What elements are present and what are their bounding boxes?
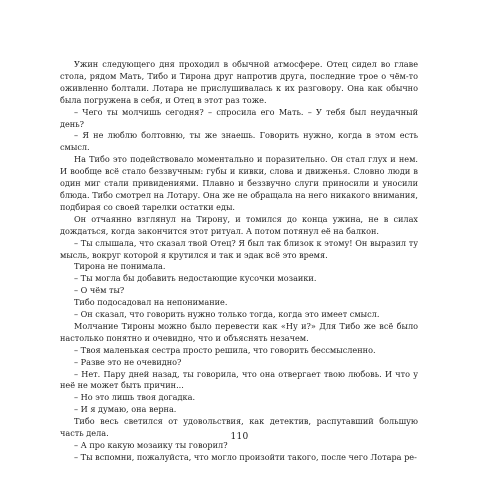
- paragraph: Ужин следующего дня проходил в обычной атмосфере. Отец сидел во главе стола, рядом Мать, Тибо и Тирона друг напротив друга, последние трое о чём-то оживленно болтали. Лотара не прислушивалась к их разговору. Она как обычно была погружена в себя, и Отец в этот раз тоже.: [60, 59, 418, 105]
- paragraph: Он отчаянно взглянул на Тирону, и томился до конца ужина, не в силах дождаться, когда закончится этот ритуал. А потом потянул её на балкон.: [60, 213, 418, 236]
- paragraph: – Но это лишь твоя догадка.: [74, 392, 196, 403]
- paragraph: – Нет. Пару дней назад, ты говорила, что она отвергает твою любовь. И что у неё не может быть причин...: [60, 368, 418, 391]
- paragraph: – Ты слышала, что сказал твой Отец? Я был так близок к этому! Он выразил ту мысль, вокруг которой я крутился и так и эдак всё это время.: [60, 237, 418, 260]
- paragraph: – Разве это не очевидно?: [74, 356, 182, 367]
- paragraph: Молчание Тироны можно было перевести как «Ну и?» Для Тибо же всё было настолько понятно и очевидно, что и объяснять незачем.: [60, 320, 418, 343]
- page-number: 110: [230, 432, 249, 442]
- paragraph: – Он сказал, что говорить нужно только тогда, когда это имеет смысл.: [74, 309, 380, 320]
- paragraph: – О чём ты?: [74, 285, 125, 296]
- paragraph: – Чего ты молчишь сегодня? – спросила его Мать. – У тебя был неудачный день?: [60, 106, 418, 129]
- paragraph: – Я не люблю болтовню, ты же знаешь. Говорить нужно, когда в этом есть смысл.: [60, 130, 418, 153]
- paragraph: – И я думаю, она верна.: [74, 404, 177, 415]
- paragraph: Тибо весь светился от удовольствия, как детектив, распутавший большую часть дела.: [60, 416, 418, 439]
- paragraph: – А про какую мозаику ты говорил?: [74, 440, 228, 450]
- paragraph: – Твоя маленькая сестра просто решила, что говорить бессмысленно.: [74, 344, 376, 355]
- paragraph: На Тибо это подействовало моментально и поразительно. Он стал глух и нем. И вообще всё стало беззвучным: губы и кивки, слова и движенья. Словно люди в один миг стали привидениями. Плавно и беззвучно слуги приносили и уносили блюда. Тибо смотрел на Лотару. Она же не обращала на него никакого внимания, подбирая со своей тарелки остатки еды.: [60, 154, 418, 212]
- paragraph: Тирона не понимала.: [74, 261, 166, 272]
- body-text: [60, 59, 418, 464]
- paragraph: – Ты вспомни, пожалуйста, что могло произойти такого, после чего Лотара ре-: [74, 451, 417, 462]
- paragraph: Тибо подосадовал на непонимание.: [74, 297, 228, 308]
- paragraph: – Ты могла бы добавить недостающие кусочки мозаики.: [74, 273, 317, 284]
